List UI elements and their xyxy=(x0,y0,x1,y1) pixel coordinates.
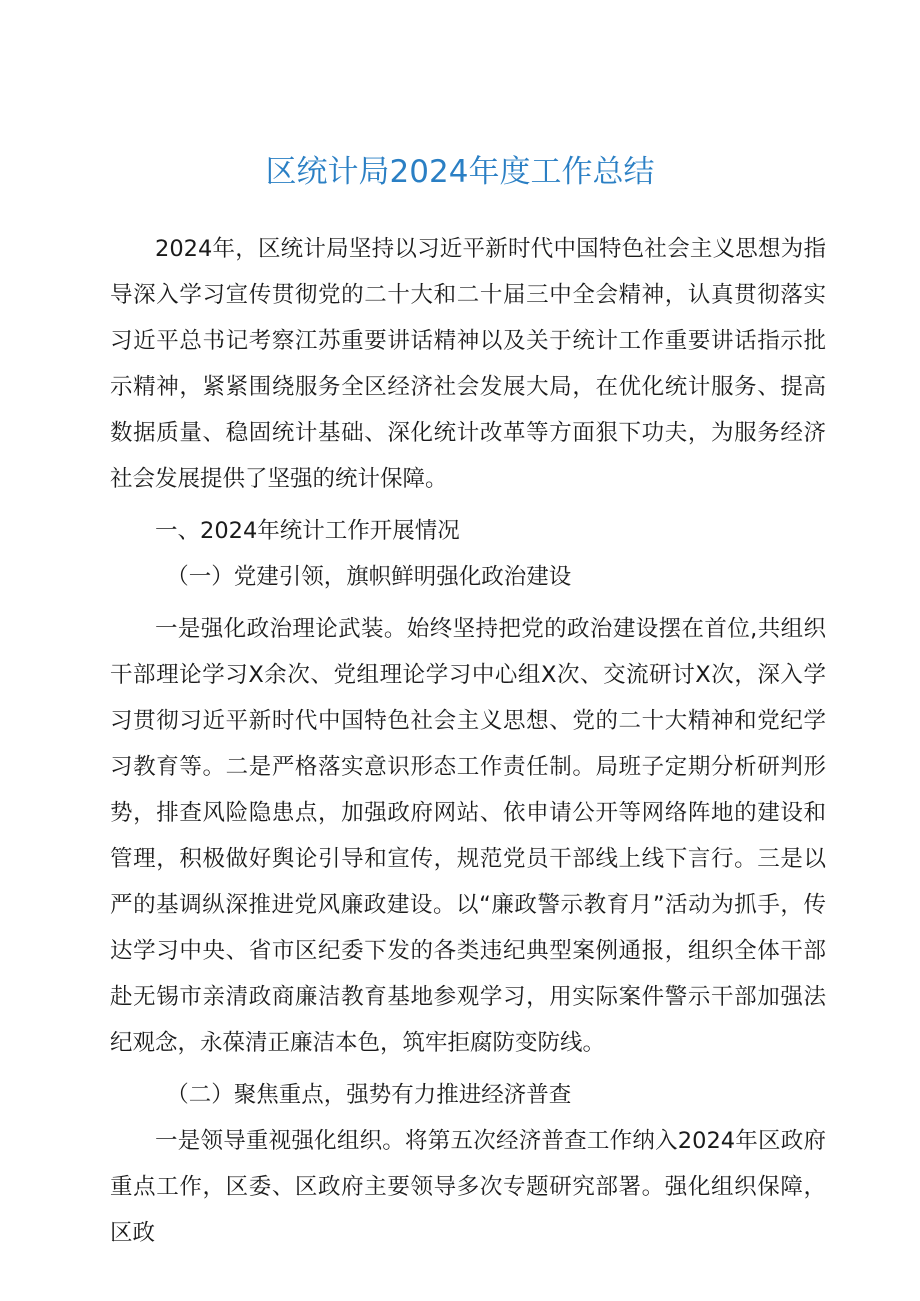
subsection-1-paragraph: 一是强化政治理论武装。始终坚持把党的政治建设摆在首位,共组织干部理论学习X余次、党组理论学习中心组X次、交流研讨X次，深入学习贯彻习近平新时代中国特色社会主义思想、党的二十大精神和党纪学习教育等。二是严格落实意识形态工作责任制。局班子定期分析研判形势，排查风险隐患点，加强政府网站、依申请公开等网络阵地的建设和管理，积极做好舆论引导和宣传，规范党员干部线上线下言行。三是以严的基调纵深推进党风廉政建设。以“廉政警示教育月”活动为抓手，传达学习中央、省市区纪委下发的各类违纪典型案例通报，组织全体干部赴无锡市亲清政商廉洁教育基地参观学习，用实际案件警示干部加强法纪观念，永葆清正廉洁本色，筑牢拒腐防变防线。 xyxy=(110,616,826,1056)
document-body xyxy=(110,226,826,1256)
intro-paragraph: 2024年，区统计局坚持以习近平新时代中国特色社会主义思想为指导深入学习宣传贯彻党的二十大和二十届三中全会精神，认真贯彻落实习近平总书记考察江苏重要讲话精神以及关于统计工作重要讲话指示批示精神，紧紧围绕服务全区经济社会发展大局，在优化统计服务、提高数据质量、稳固统计基础、深化统计改革等方面狠下功夫，为服务经济社会发展提供了坚强的统计保障。 xyxy=(110,236,826,492)
subsection-heading-1: （一）党建引领，旗帜鲜明强化政治建设 xyxy=(166,564,572,590)
section-heading-1: 一、2024年统计工作开展情况 xyxy=(155,518,460,544)
document-title: 区统计局2024年度工作总结 xyxy=(265,154,655,190)
subsection-heading-2: （二）聚焦重点，强势有力推进经济普查 xyxy=(166,1082,572,1108)
subsection-2-paragraph: 一是领导重视强化组织。将第五次经济普查工作纳入2024年区政府重点工作，区委、区政府主要领导多次专题研究部署。强化组织保障，区政 xyxy=(110,1128,826,1246)
